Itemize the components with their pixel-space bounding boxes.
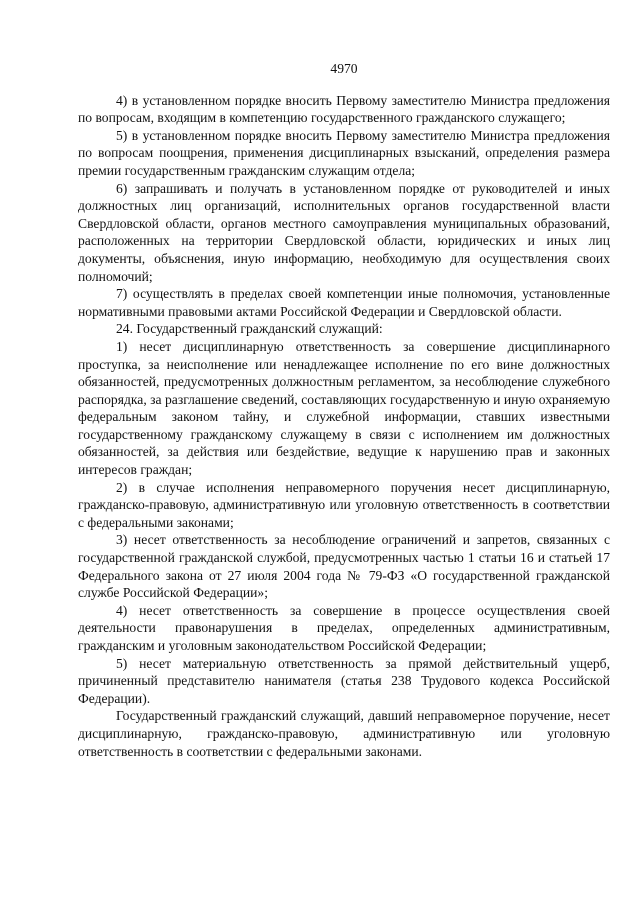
- paragraph-responsibility-3: 3) несет ответственность за несоблюдение ограничений и запретов, связанных с государственной гражданской службой, предусмотренных частью 1 статьи 16 и статьей 17 Федерального закона от 27 июля 2004 года № 79-ФЗ «О государственной гражданской службе Российской Федерации»;: [78, 532, 610, 601]
- paragraph-responsibility-4: 4) несет ответственность за совершение в процессе осуществления своей деятельности правонарушения в пределах, определенных административным, гражданским и уголовным законодательством Российской Федерации;: [78, 602, 610, 653]
- document-page: [78, 60, 610, 760]
- page-number: 4970: [330, 61, 358, 76]
- paragraph-closing: Государственный гражданский служащий, давший неправомерное поручение, несет дисциплинарную, гражданско-правовую, административную или уголовную ответственность в соответствии с федеральными законами.: [78, 708, 610, 759]
- paragraph-item-6-request-documents: 6) запрашивать и получать в установленном порядке от руководителей и иных должностных лиц организаций, исполнительных органов государственной власти Свердловской области, органов местного самоуправления муниципальных образований, расположенных на территории Свердловской области, юридических и иных лиц документы, объяснения, иную информацию, необходимую для осуществления своих полномочий;: [78, 180, 610, 284]
- paragraph-item-7-other-powers: 7) осуществлять в пределах своей компетенции иные полномочия, установленные нормативными правовыми актами Российской Федерации и Свердловской области.: [78, 286, 610, 319]
- paragraph-responsibility-2: 2) в случае исполнения неправомерного поручения несет дисциплинарную, гражданско-правовую, административную или уголовную ответственность в соответствии с федеральными законами;: [78, 479, 610, 530]
- paragraph-item-5-propose-incentives: 5) в установленном порядке вносить Первому заместителю Министра предложения по вопросам поощрения, применения дисциплинарных взысканий, определения размера премии государственным гражданским служащим отдела;: [78, 127, 610, 178]
- paragraph-item-4-right-to-propose: 4) в установленном порядке вносить Первому заместителю Министра предложения по вопросам, входящим в компетенцию государственного гражданского служащего;: [78, 92, 610, 126]
- paragraph-responsibility-1: 1) несет дисциплинарную ответственность за совершение дисциплинарного проступка, за неисполнение или ненадлежащее исполнение по его вине должностных обязанностей, предусмотренных должностным регламентом, за несоблюдение служебного распорядка, за разглашение сведений, составляющих государственную и иную охраняемую федеральным законом тайну, и служебной информации, ставших известными государственному гражданскому служащему в связи с исполнением им должностных обязанностей, за действия или бездействие, ведущие к нарушению прав и законных интересов граждан;: [78, 338, 610, 478]
- paragraph-responsibility-5: 5) несет материальную ответственность за прямой действительный ущерб, причиненный представителю нанимателя (статья 238 Трудового кодекса Российской Федерации).: [78, 655, 610, 706]
- section-24-heading: 24. Государственный гражданский служащий:: [116, 321, 383, 337]
